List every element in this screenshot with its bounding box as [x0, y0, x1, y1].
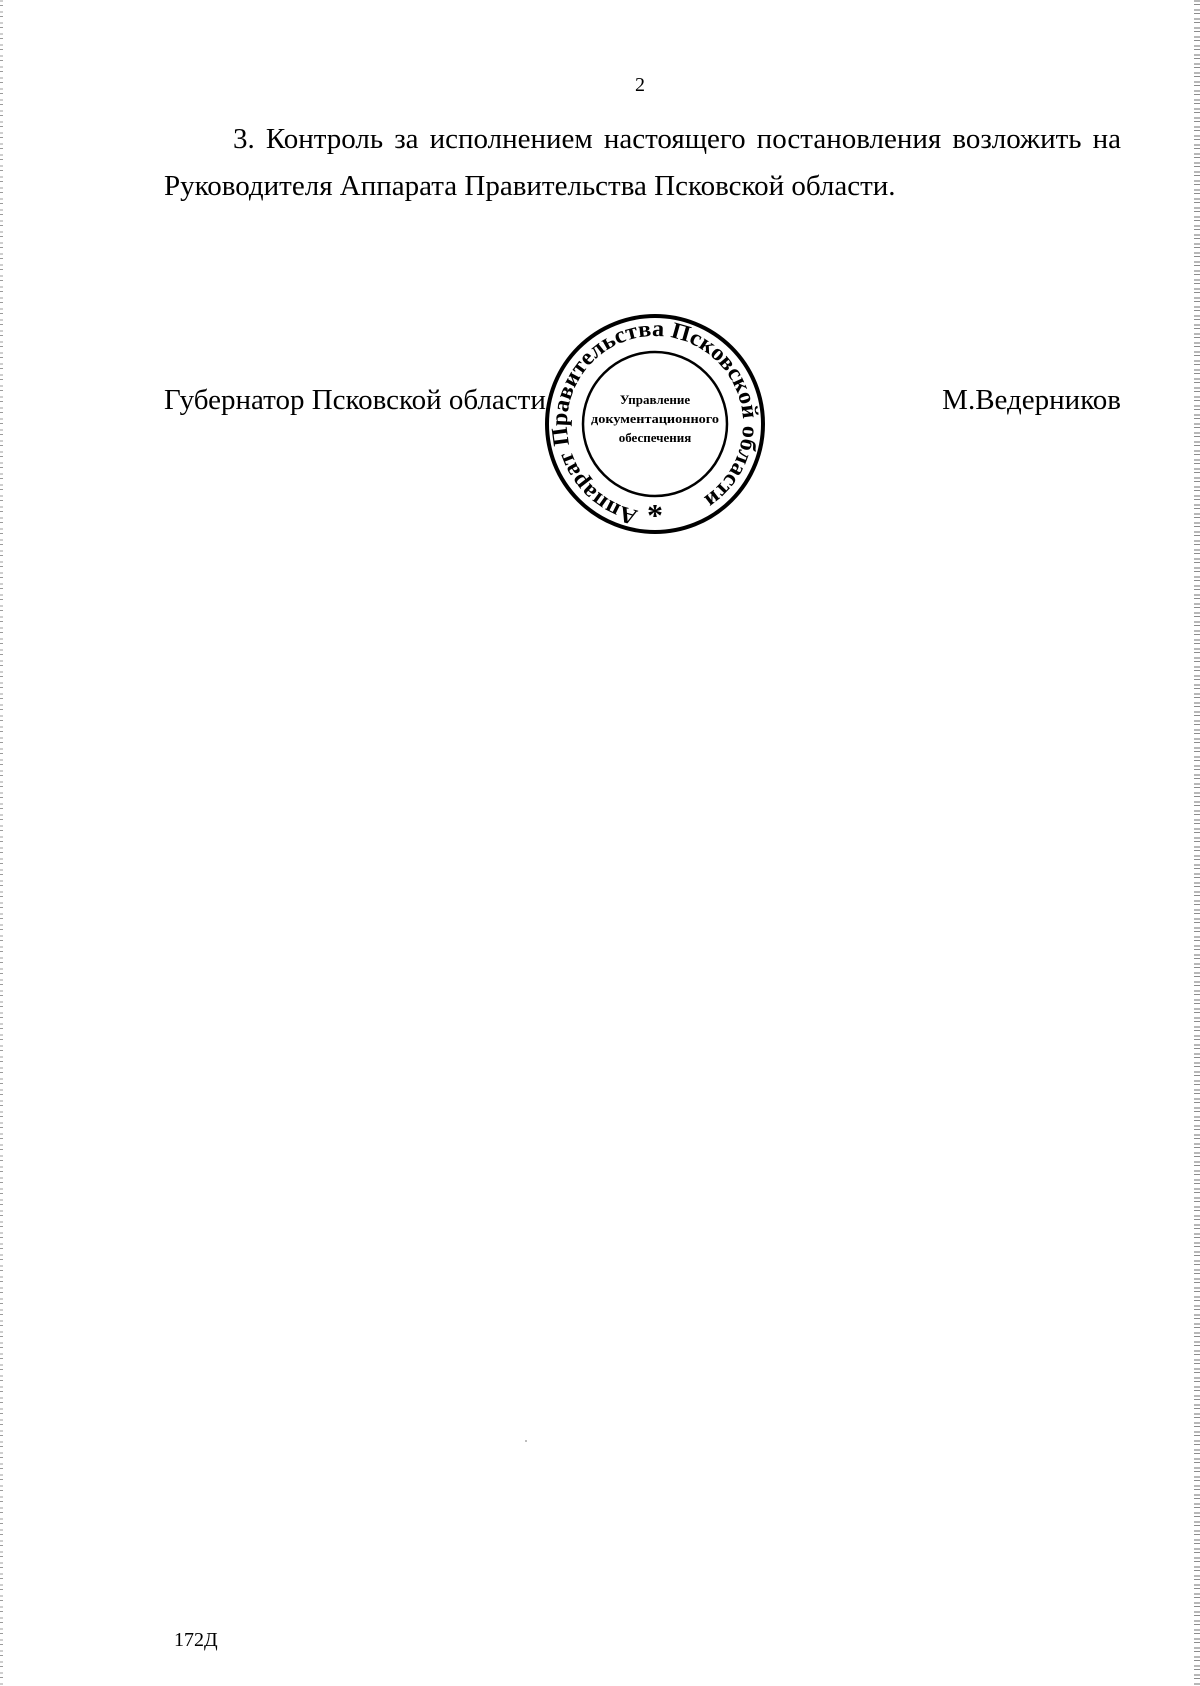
official-seal [543, 312, 767, 536]
signer-title: Губернатор Псковской области [164, 384, 546, 416]
scan-edge-right [1194, 0, 1200, 1686]
page-number: 2 [635, 74, 645, 96]
seal-center-line-1: Управление [619, 392, 691, 407]
scan-speck [525, 1440, 527, 1442]
seal-star: * [647, 497, 663, 533]
seal-center-line-2: документационного [591, 411, 719, 426]
scan-edge-left [0, 0, 3, 1686]
seal-center-line-3: обеспечения [618, 430, 692, 445]
document-code: 172Д [174, 1629, 218, 1651]
signer-name: М.Ведерников [942, 384, 1121, 416]
seal-outer-text-path: Аппарат Правительства Псковской области [546, 315, 764, 531]
body-paragraph: 3. Контроль за исполнением настоящего постановления возложить на Руководителя Аппарата Правительства Псковской области. [164, 123, 1121, 202]
